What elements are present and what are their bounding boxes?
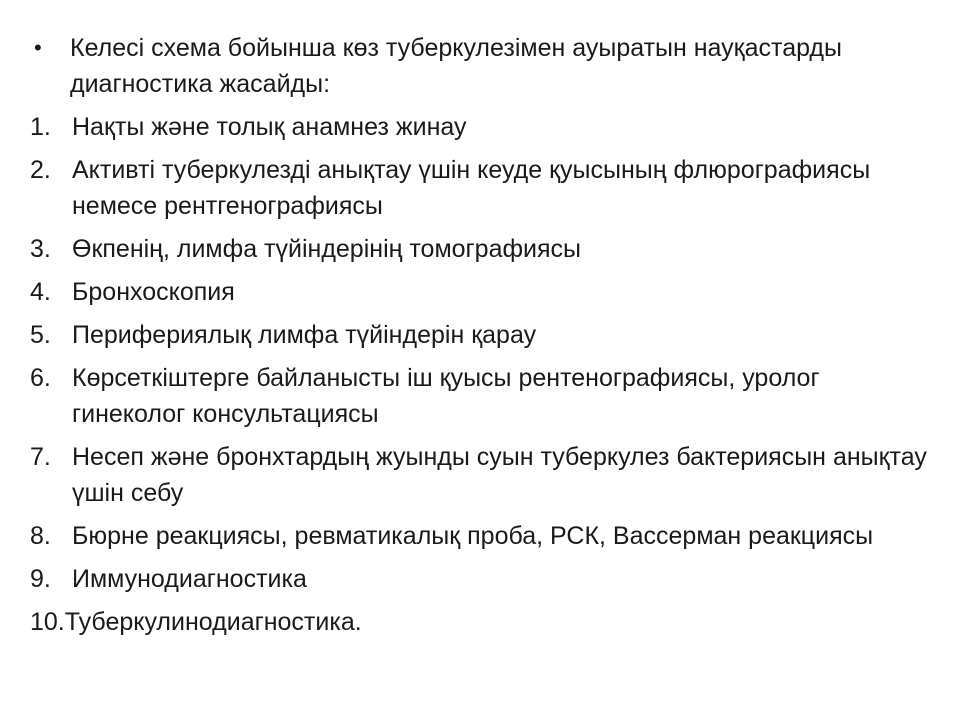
list-text: Өкпенің, лимфа түйіндерінің томографиясы [72, 235, 582, 263]
bullet-icon: • [34, 35, 42, 60]
list-number: 5. [30, 321, 51, 349]
list-item-10 [30, 604, 930, 640]
list-item-1 [30, 109, 930, 145]
list-text: Көрсеткіштерге байланысты іш қуысы рентенографиясы, уролог гинеколог консультациясы [72, 364, 820, 428]
list-text: Перифериялық лимфа түйіндерін қарау [72, 321, 537, 349]
list-number: 7. [30, 443, 51, 471]
list-number: 4. [30, 278, 51, 306]
list-text: Бронхоскопия [72, 278, 235, 306]
list-item-9 [30, 561, 930, 597]
list-number: 1. [30, 113, 51, 141]
list-item-7 [30, 439, 930, 511]
list-item-5 [30, 317, 930, 353]
slide-content [30, 30, 930, 647]
intro-bullet-item [30, 30, 930, 102]
list-text: Иммунодиагностика [72, 565, 307, 593]
list-number: 8. [30, 522, 51, 550]
list-item-4 [30, 274, 930, 310]
list-number: 3. [30, 235, 51, 263]
list-text: Активті туберкулезді анықтау үшін кеуде қуысының флюрографиясы немесе рентгенографиясы [72, 156, 871, 220]
list-item-2 [30, 152, 930, 224]
list-text: Нақты және толық анамнез жинау [72, 113, 467, 141]
list-number: 10. [30, 608, 65, 636]
list-number: 2. [30, 156, 51, 184]
list-number: 6. [30, 364, 51, 392]
list-item-8 [30, 518, 930, 554]
list-text: Несеп және бронхтардың жуынды суын туберкулез бактериясын анықтау үшін себу [72, 443, 927, 507]
list-item-6 [30, 360, 930, 432]
list-number: 9. [30, 565, 51, 593]
list-item-3 [30, 231, 930, 267]
list-text: Бюрне реакциясы, ревматикалық проба, РСК, Вассерман реакциясы [72, 522, 874, 550]
intro-text: Келесі схема бойынша көз туберкулезімен ауыратын науқастарды диагностика жасайды: [70, 34, 842, 98]
list-text: Туберкулинодиагностика. [64, 608, 362, 636]
